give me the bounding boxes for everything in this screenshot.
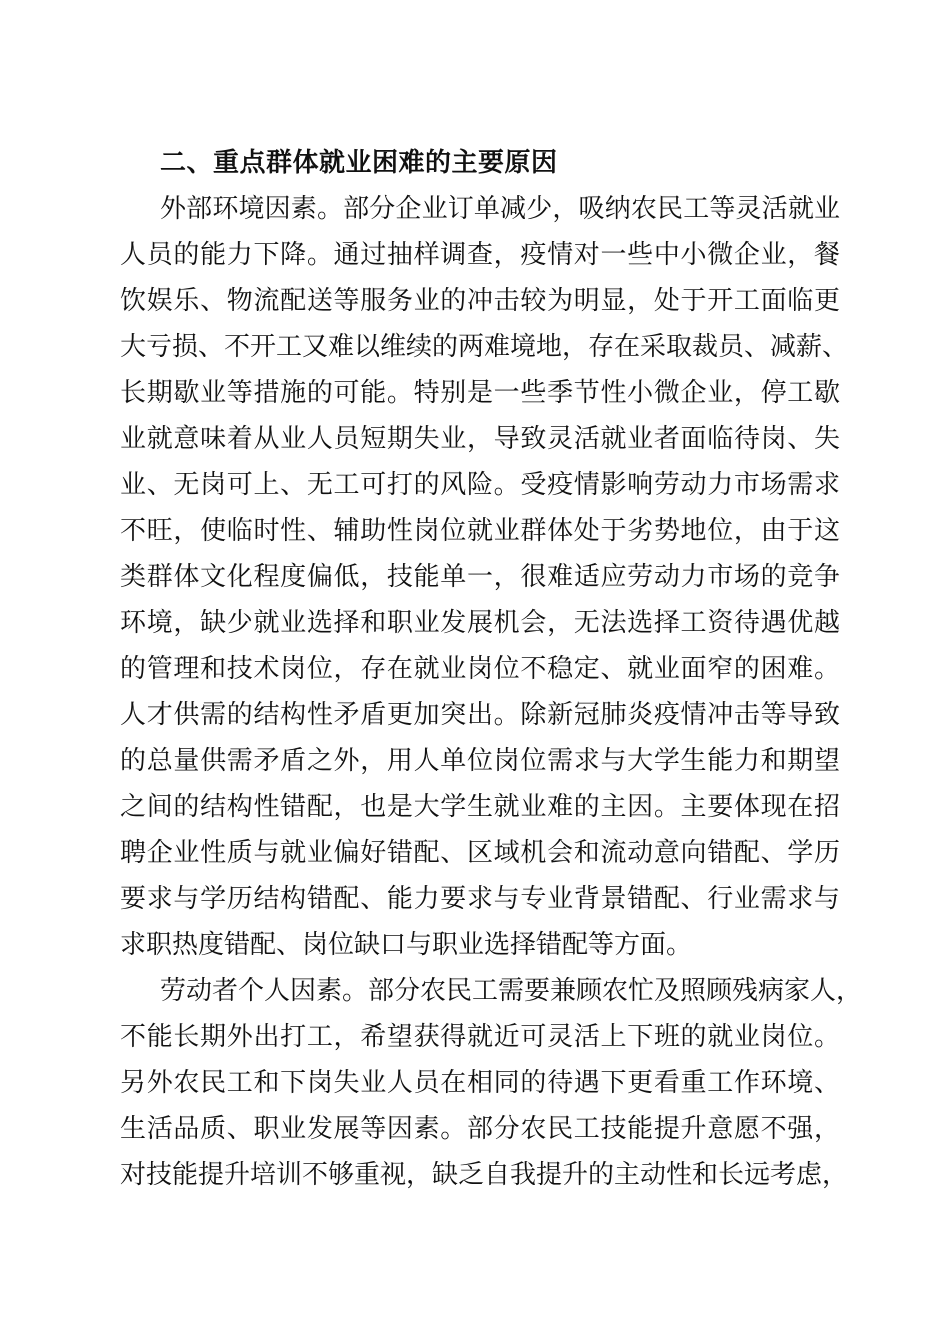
paragraph-1-line: 的总量供需矛盾之外，用人单位岗位需求与大学生能力和期望 (120, 746, 840, 776)
paragraph-2-line: 另外农民工和下岗失业人员在相同的待遇下更看重工作环境、 (120, 1068, 840, 1098)
paragraph-1-line: 的管理和技术岗位，存在就业岗位不稳定、就业面窄的困难。 (120, 654, 840, 684)
section-heading: 二、重点群体就业困难的主要原因 (160, 148, 558, 178)
paragraph-1-line: 大亏损、不开工又难以维续的两难境地，存在采取裁员、减薪、 (120, 332, 849, 362)
paragraph-1-line: 要求与学历结构错配、能力要求与专业背景错配、行业需求与 (120, 884, 840, 914)
paragraph-2-line: 生活品质、职业发展等因素。部分农民工技能提升意愿不强， (120, 1114, 840, 1144)
paragraph-1-line: 人才供需的结构性矛盾更加突出。除新冠肺炎疫情冲击等导致 (120, 700, 840, 730)
paragraph-2-line: 对技能提升培训不够重视，缺乏自我提升的主动性和长远考虑， (120, 1160, 849, 1190)
paragraph-1-line: 业就意味着从业人员短期失业，导致灵活就业者面临待岗、失 (120, 424, 840, 454)
paragraph-1-line: 之间的结构性错配，也是大学生就业难的主因。主要体现在招 (120, 792, 840, 822)
paragraph-2-line: 劳动者个人因素。部分农民工需要兼顾农忙及照顾残病家人， (160, 976, 863, 1006)
paragraph-1-line: 外部环境因素。部分企业订单减少，吸纳农民工等灵活就业 (160, 194, 840, 224)
paragraph-1-line: 业、无岗可上、无工可打的风险。受疫情影响劳动力市场需求 (120, 470, 840, 500)
paragraph-1-line: 类群体文化程度偏低，技能单一，很难适应劳动力市场的竞争 (120, 562, 840, 592)
paragraph-1-line: 人员的能力下降。通过抽样调查，疫情对一些中小微企业，餐 (120, 240, 840, 270)
paragraph-1-line: 聘企业性质与就业偏好错配、区域机会和流动意向错配、学历 (120, 838, 840, 868)
paragraph-1-line: 求职热度错配、岗位缺口与职业选择错配等方面。 (120, 930, 693, 960)
paragraph-1-line: 饮娱乐、物流配送等服务业的冲击较为明显，处于开工面临更 (120, 286, 840, 316)
paragraph-2-line: 不能长期外出打工，希望获得就近可灵活上下班的就业岗位。 (120, 1022, 840, 1052)
paragraph-1-line: 环境，缺少就业选择和职业发展机会，无法选择工资待遇优越 (120, 608, 840, 638)
paragraph-1-line: 长期歇业等措施的可能。特别是一些季节性小微企业，停工歇 (120, 378, 840, 408)
paragraph-1-line: 不旺，使临时性、辅助性岗位就业群体处于劣势地位，由于这 (120, 516, 840, 546)
